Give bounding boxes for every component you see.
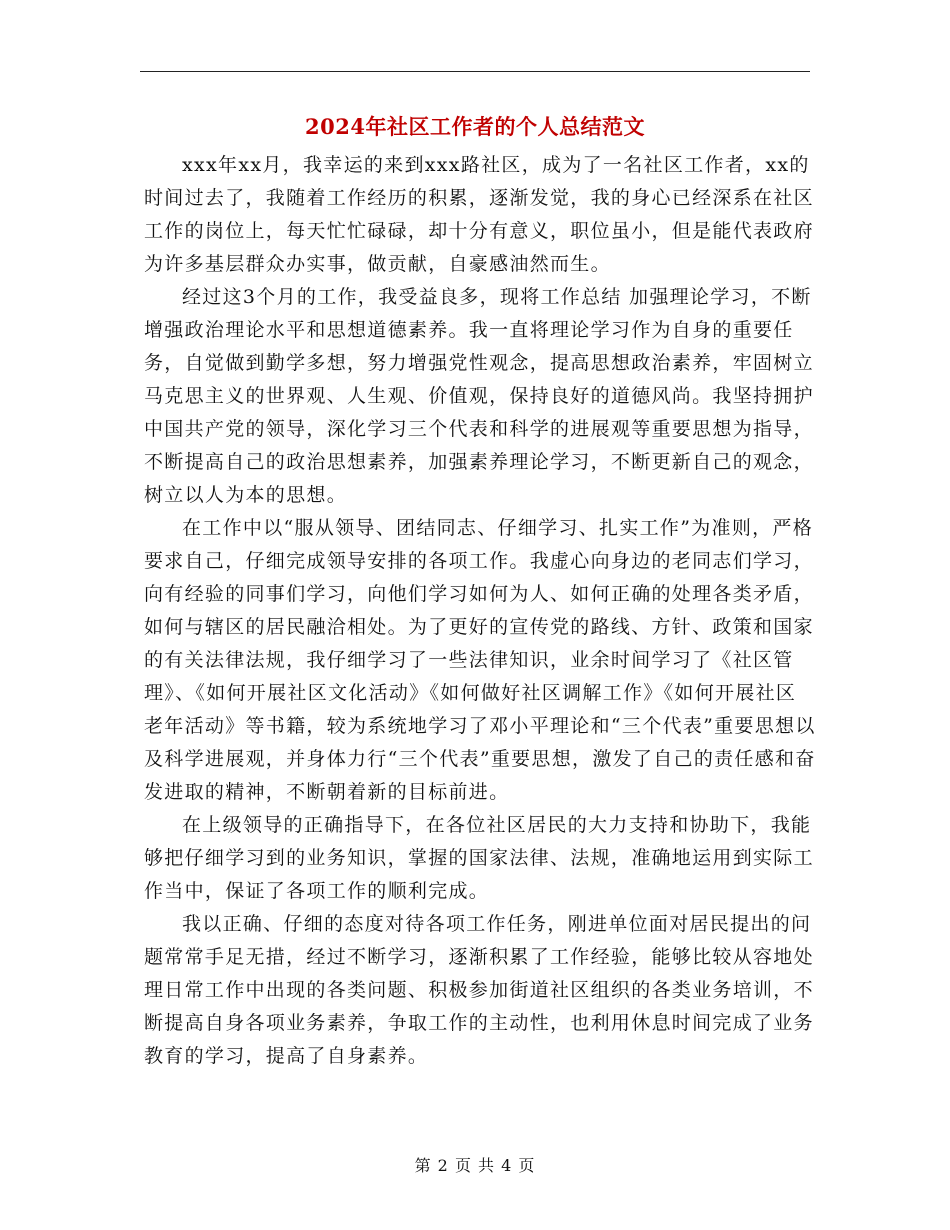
paragraph-2: 经过这3个月的工作，我受益良多，现将工作总结 加强理论学习，不断增强政治理论水平和思想道德素养。我一直将理论学习作为自身的重要任务，自觉做到勤学多想，努力增强党性观念，提高思想政治素养，牢固树立马克思主义的世界观、人生观、价值观，保持良好的道德风尚。我坚持拥护中国共产党的领导，深化学习三个代表和科学的进展观等重要思想为指导，不断提高自己的政治思想素养，加强素养理论学习，不断更新自己的观念，树立以人为本的思想。: [144, 286, 814, 506]
page-number: 第 2 页 共 4 页: [414, 1156, 536, 1175]
paragraph-4: 在上级领导的正确指导下，在各位社区居民的大力支持和协助下，我能够把仔细学习到的业务知识，掌握的国家法律、法规，准确地运用到实际工作当中，保证了各项工作的顺利完成。: [144, 814, 814, 902]
header-rule: [140, 71, 810, 72]
document-body: [144, 149, 816, 1073]
paragraph-3: 在工作中以“服从领导、团结同志、仔细学习、扎实工作”为准则，严格要求自己，仔细完成领导安排的各项工作。我虚心向身边的老同志们学习，向有经验的同事们学习，向他们学习如何为人、如何正确的处理各类矛盾，如何与辖区的居民融洽相处。为了更好的宣传党的路线、方针、政策和国家的有关法律法规，我仔细学习了一些法律知识，业余时间学习了《社区管理》、《如何开展社区文化活动》《如何做好社区调解工作》《如何开展社区老年活动》等书籍，较为系统地学习了邓小平理论和“三个代表”重要思想以及科学进展观，并身体力行“三个代表”重要思想，激发了自己的责任感和奋发进取的精神，不断朝着新的目标前进。: [144, 517, 816, 803]
document-title: 2024年社区工作者的个人总结范文: [305, 114, 645, 139]
paragraph-1: xxx年xx月，我幸运的来到xxx路社区，成为了一名社区工作者，xx的时间过去了，我随着工作经历的积累，逐渐发觉，我的身心已经深系在社区工作的岗位上，每天忙忙碌碌，却十分有意义，职位虽小，但是能代表政府为许多基层群众办实事，做贡献，自豪感油然而生。: [144, 154, 814, 275]
paragraph-5: 我以正确、仔细的态度对待各项工作任务，刚进单位面对居民提出的问题常常手足无措，经过不断学习，逐渐积累了工作经验，能够比较从容地处理日常工作中出现的各类问题、积极参加街道社区组织的各类业务培训，不断提高自身各项业务素养，争取工作的主动性，也利用休息时间完成了业务教育的学习，提高了自身素养。: [144, 913, 814, 1067]
